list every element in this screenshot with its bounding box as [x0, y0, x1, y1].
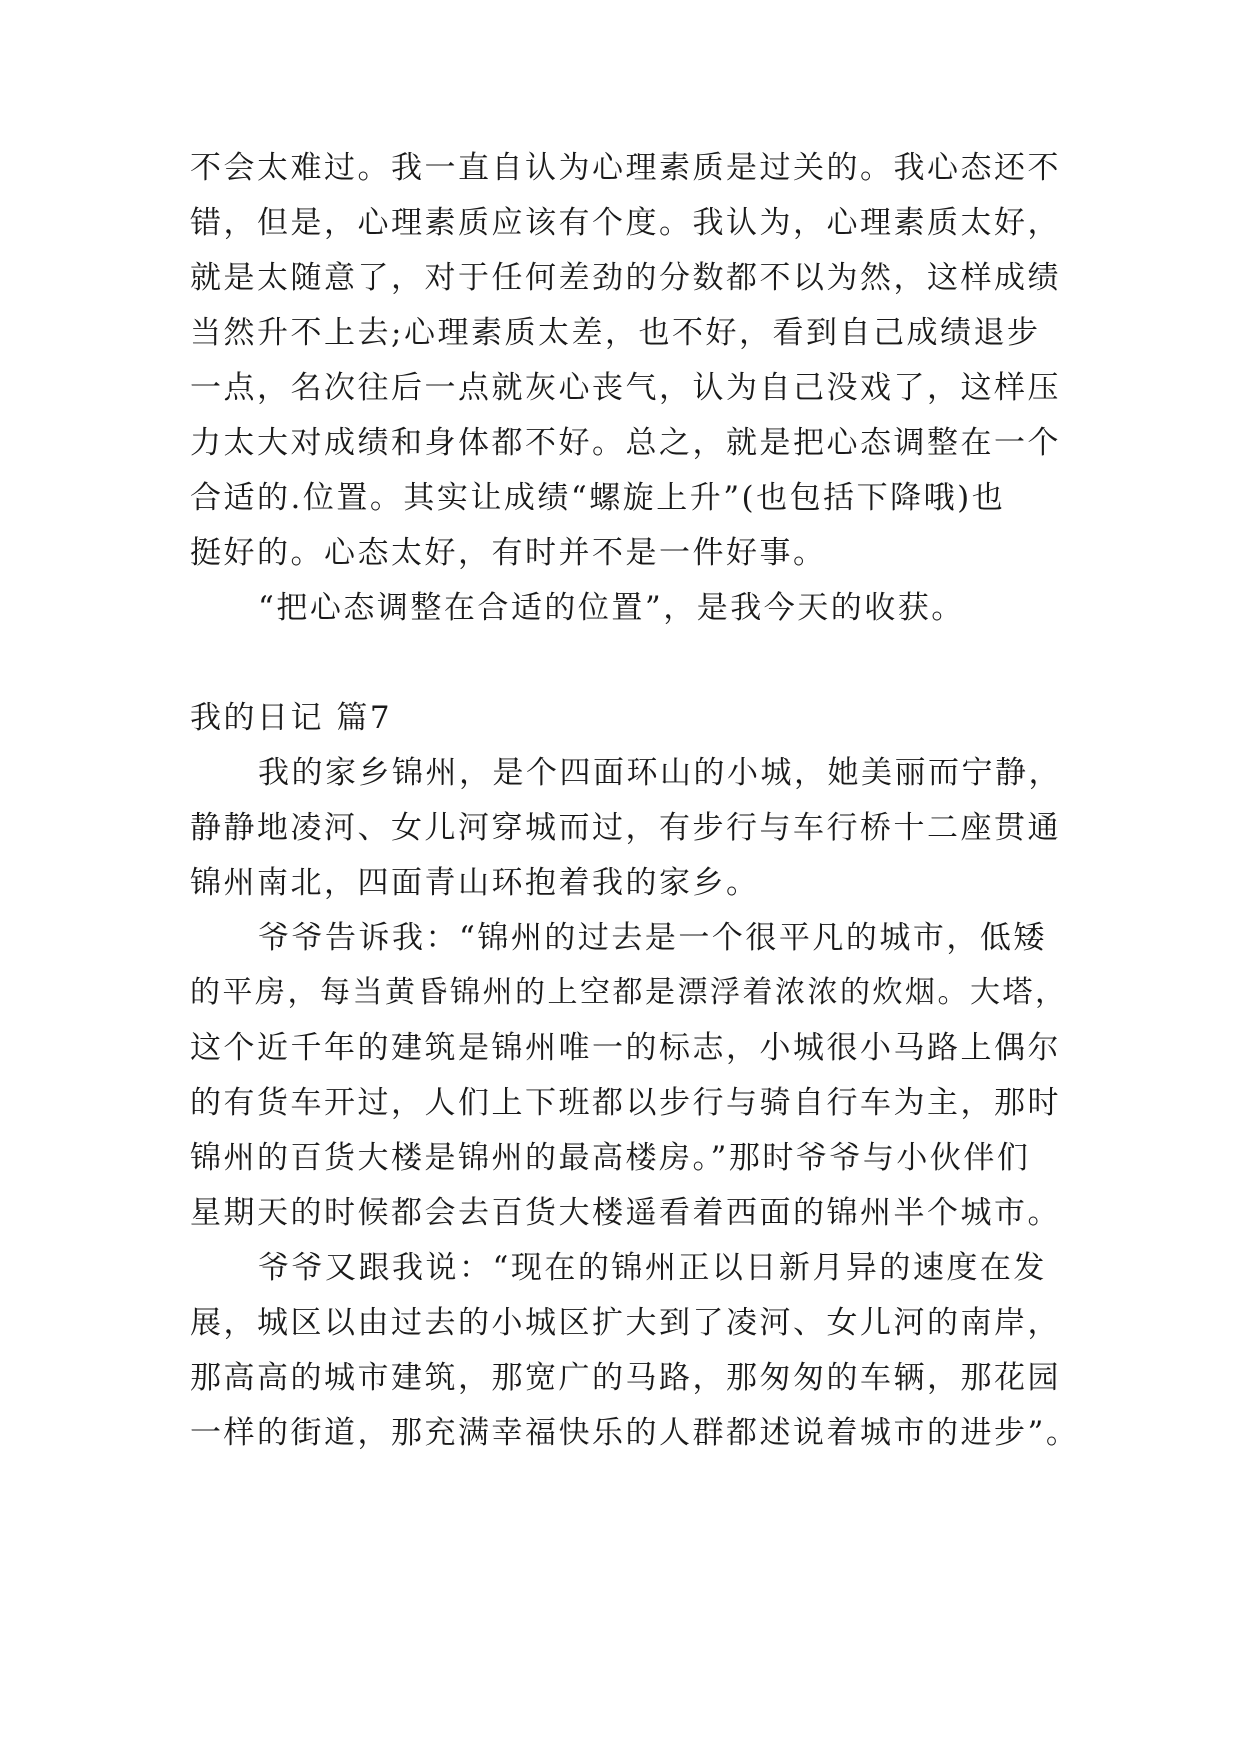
paragraph-e-line: 爷爷又跟我说：“现在的锦州正以日新月异的速度在发 — [258, 1250, 1047, 1286]
paragraph-a-line: 当然升不上去;心理素质太差，也不好，看到自己成绩退步 — [190, 315, 1041, 351]
paragraph-a-line: 不会太难过。我一直自认为心理素质是过关的。我心态还不 — [190, 150, 1061, 186]
paragraph-e-line: 那高高的城市建筑，那宽广的马路，那匆匆的车辆，那花园 — [190, 1360, 1061, 1396]
paragraph-c-line: 静静地凌河、女儿河穿城而过，有步行与车行桥十二座贯通 — [190, 810, 1061, 846]
section-title: 我的日记 篇7 — [190, 700, 393, 736]
paragraph-a-line: 合适的.位置。其实让成绩“螺旋上升”(也包括下降哦)也 — [190, 480, 1006, 516]
paragraph-c-line: 锦州南北，四面青山环抱着我的家乡。 — [190, 865, 760, 901]
paragraph-d-line: 爷爷告诉我：“锦州的过去是一个很平凡的城市，低矮 — [258, 920, 1047, 956]
paragraph-c-line: 我的家乡锦州，是个四面环山的小城，她美丽而宁静， — [258, 755, 1062, 791]
paragraph-b-line: “把心态调整在合适的位置”，是我今天的收获。 — [258, 590, 965, 626]
paragraph-e-line: 展，城区以由过去的小城区扩大到了凌河、女儿河的南岸， — [190, 1305, 1061, 1341]
paragraph-a-line: 挺好的。心态太好，有时并不是一件好事。 — [190, 535, 827, 571]
paragraph-d-line: 的平房，每当黄昏锦州的上空都是漂浮着浓浓的炊烟。大塔， — [190, 975, 1068, 1010]
paragraph-a-line: 就是太随意了，对于任何差劲的分数都不以为然，这样成绩 — [190, 260, 1061, 296]
paragraph-a-line: 一点，名次往后一点就灰心丧气，认为自己没戏了，这样压 — [190, 370, 1061, 406]
paragraph-a-line: 力太大对成绩和身体都不好。总之，就是把心态调整在一个 — [190, 425, 1061, 461]
paragraph-d-line: 这个近千年的建筑是锦州唯一的标志，小城很小马路上偶尔 — [190, 1030, 1061, 1066]
paragraph-e-line: 一样的街道，那充满幸福快乐的人群都述说着城市的进步”。 — [190, 1415, 1080, 1451]
paragraph-d-line: 的有货车开过，人们上下班都以步行与骑自行车为主，那时 — [190, 1085, 1061, 1121]
paragraph-d-line: 星期天的时候都会去百货大楼遥看着西面的锦州半个城市。 — [190, 1195, 1061, 1231]
paragraph-a-line: 错，但是，心理素质应该有个度。我认为，心理素质太好， — [190, 205, 1061, 241]
paragraph-d-line: 锦州的百货大楼是锦州的最高楼房。”那时爷爷与小伙伴们 — [190, 1140, 1031, 1176]
